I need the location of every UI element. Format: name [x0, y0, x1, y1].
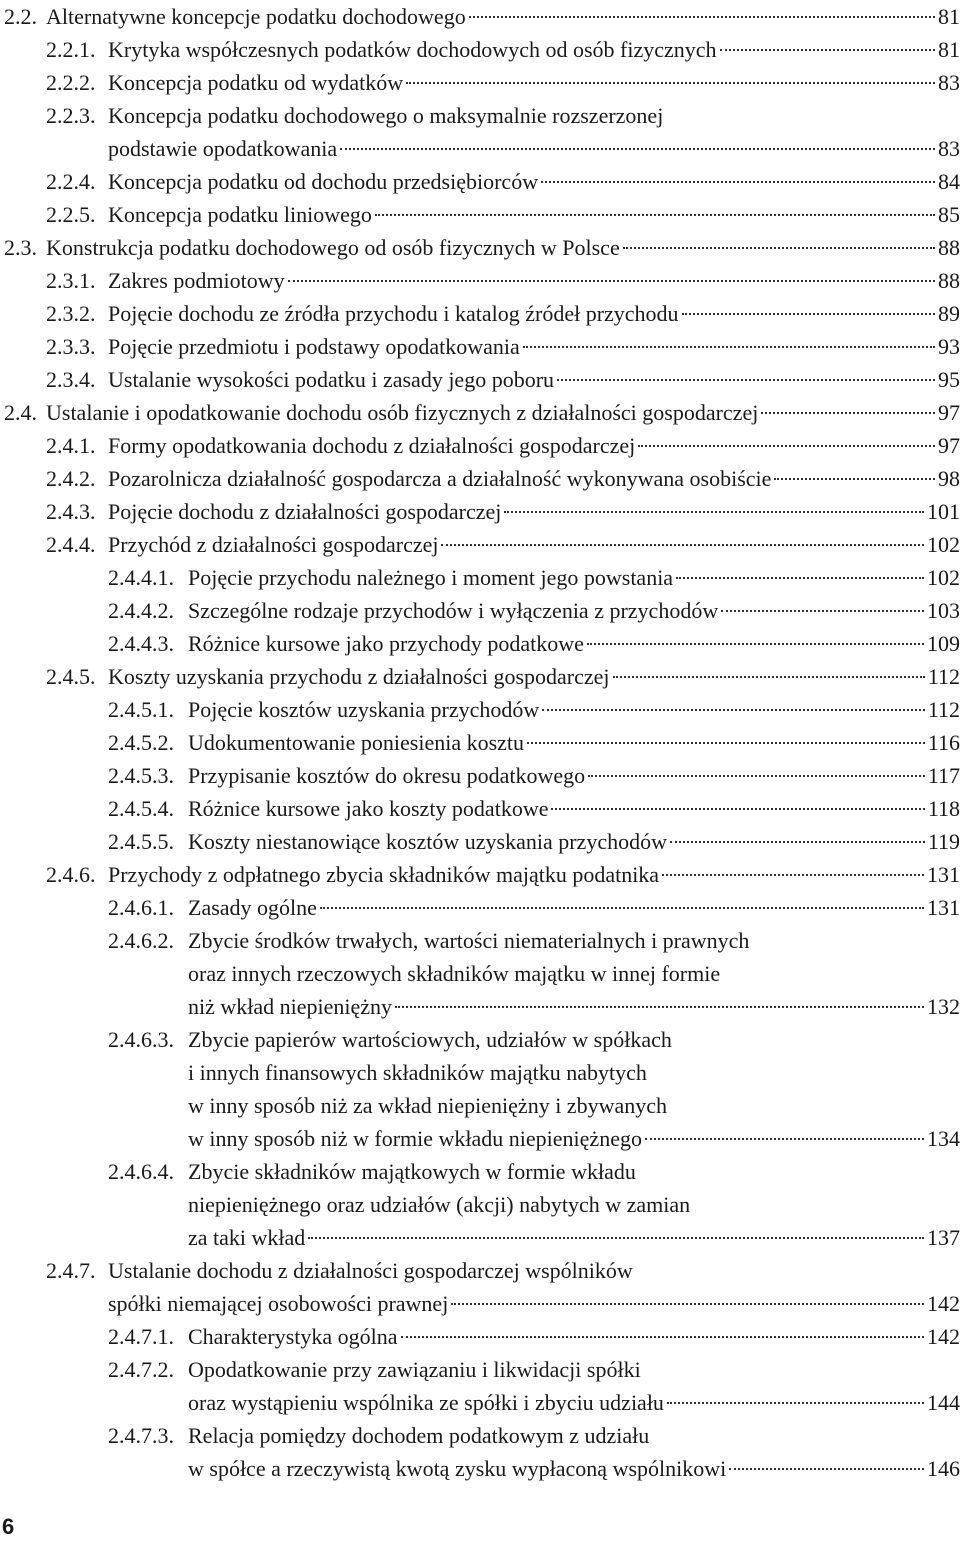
toc-entry-number: 2.4.7.1. [108, 1324, 174, 1349]
toc-line [0, 924, 960, 957]
toc-entry-title: Pozarolnicza działalność gospodarcza a działalność wykonywana osobiście [108, 466, 772, 491]
toc-line [0, 99, 960, 132]
toc-entry[interactable] [0, 891, 960, 924]
dot-leader [613, 676, 925, 678]
toc-entry-number: 2.4.5.2. [108, 730, 174, 755]
toc-entry-title: w inny sposób niż za wkład niepieniężny i zbywanych [188, 1093, 667, 1118]
dot-leader [308, 1237, 924, 1239]
toc-line [0, 1254, 960, 1287]
toc-entry[interactable] [0, 1155, 960, 1254]
dot-leader [761, 412, 935, 414]
toc-page-number: 101 [927, 499, 960, 524]
dot-leader [542, 709, 925, 711]
page-number: 6 [2, 1514, 15, 1539]
dot-leader [523, 346, 935, 348]
toc-entry-title: podstawie opodatkowania [108, 136, 338, 161]
toc-line [0, 858, 960, 891]
toc-entry-title: Różnice kursowe jako przychody podatkowe [188, 631, 584, 656]
toc-page-number: 142 [927, 1291, 960, 1316]
toc-entry-number: 2.3.4. [46, 367, 96, 392]
toc-entry-number: 2.3.1. [46, 268, 96, 293]
toc-entry[interactable] [0, 528, 960, 561]
toc-line [0, 1221, 960, 1254]
toc-entry[interactable] [0, 660, 960, 693]
toc-entry-title: Krytyka współczesnych podatków dochodowych od osób fizycznych [108, 37, 717, 62]
dot-leader [623, 247, 935, 249]
toc-entry-title: Zakres podmiotowy [108, 268, 285, 293]
toc-page-number: 144 [927, 1390, 960, 1415]
toc-entry[interactable] [0, 363, 960, 396]
toc-entry[interactable] [0, 1320, 960, 1353]
toc-entry-title: Koncepcja podatku liniowego [108, 202, 372, 227]
toc-entry[interactable] [0, 198, 960, 231]
toc-entry-number: 2.2.4. [46, 169, 96, 194]
toc-entry-title: Pojęcie dochodu ze źródła przychodu i katalog źródeł przychodu [108, 301, 679, 326]
toc-page-number: 134 [927, 1126, 960, 1151]
toc-entry-number: 2.4.1. [46, 433, 96, 458]
dot-leader [557, 379, 935, 381]
toc-entry-number: 2.4.4. [46, 532, 96, 557]
toc-line [0, 363, 960, 396]
toc-entry-number: 2.4.3. [46, 499, 96, 524]
toc-line [0, 561, 960, 594]
toc-entry-title: oraz wystąpieniu wspólnika ze spółki i zbyciu udziału [188, 1390, 664, 1415]
toc-entry-title: w spółce a rzeczywistą kwotą zysku wypłaconą wspólnikowi [188, 1456, 727, 1481]
toc-line [0, 297, 960, 330]
toc-entry-title: niż wkład niepieniężny [188, 994, 393, 1019]
toc-line [0, 462, 960, 495]
toc-entry-title: Przypisanie kosztów do okresu podatkowego [188, 763, 586, 788]
toc-entry-title: Charakterystyka ogólna [188, 1324, 398, 1349]
toc-page-number: 85 [938, 202, 960, 227]
dot-leader [670, 841, 925, 843]
toc-entry[interactable] [0, 0, 960, 33]
toc-entry-title: Koncepcja podatku od dochodu przedsiębiorców [108, 169, 539, 194]
toc-page-number: 117 [927, 763, 960, 788]
toc-line [0, 330, 960, 363]
dot-leader [645, 1138, 924, 1140]
toc-page-number: 81 [938, 37, 960, 62]
toc-line [0, 627, 960, 660]
toc-entry-title: Zasady ogólne [188, 895, 317, 920]
toc-page-number: 137 [927, 1225, 960, 1250]
toc-entry[interactable] [0, 759, 960, 792]
toc-line [0, 990, 960, 1023]
toc-entry-title: Pojęcie kosztów uzyskania przychodów [188, 697, 540, 722]
toc-entry-title: Pojęcie przedmiotu i podstawy opodatkowania [108, 334, 520, 359]
toc-entry-number: 2.4.5.5. [108, 829, 174, 854]
toc-line [0, 1023, 960, 1056]
toc-page-number: 109 [927, 631, 960, 656]
toc-line [0, 726, 960, 759]
toc-line [0, 231, 960, 264]
toc-entry[interactable] [0, 1419, 960, 1485]
toc-page-number: 131 [927, 895, 960, 920]
dot-leader [662, 874, 924, 876]
toc-entry[interactable] [0, 1254, 960, 1320]
dot-leader [441, 544, 924, 546]
toc-line [0, 1419, 960, 1452]
toc-entry-title: i innych finansowych składników majątku nabytych [188, 1060, 647, 1085]
toc-entry[interactable] [0, 396, 960, 429]
toc-entry[interactable] [0, 99, 960, 165]
toc-entry-title: Formy opodatkowania dochodu z działalności gospodarczej [108, 433, 636, 458]
dot-leader [729, 1468, 924, 1470]
toc-page-number: 142 [927, 1324, 960, 1349]
toc-entry-title: Udokumentowanie poniesienia kosztu [188, 730, 525, 755]
toc-entry-number: 2.2.2. [46, 70, 96, 95]
toc-page-number: 118 [927, 796, 960, 821]
toc-line [0, 1452, 960, 1485]
toc-line [0, 1386, 960, 1419]
toc-entry-title: za taki wkład [188, 1225, 306, 1250]
toc-line [0, 0, 960, 33]
toc-entry-title: Koncepcja podatku od wydatków [108, 70, 404, 95]
toc-entry-number: 2.4.5.4. [108, 796, 174, 821]
toc-page-number: 97 [938, 433, 960, 458]
dot-leader [676, 577, 924, 579]
toc-entry-title: Ustalanie wysokości podatku i zasady jego poboru [108, 367, 555, 392]
toc-entry[interactable] [0, 924, 960, 1023]
toc-line [0, 396, 960, 429]
toc-entry-title: Zbycie składników majątkowych w formie wkładu [188, 1159, 636, 1184]
toc-entry[interactable] [0, 858, 960, 891]
toc-entry-number: 2.4.4.1. [108, 565, 174, 590]
toc-entry-title: Zbycie środków trwałych, wartości niematerialnych i prawnych [188, 928, 750, 953]
toc-line [0, 1287, 960, 1320]
toc-entry-number: 2.3.2. [46, 301, 96, 326]
toc-page-number: 83 [938, 70, 960, 95]
toc-page-number: 84 [938, 169, 960, 194]
toc-page-number: 146 [927, 1456, 960, 1481]
toc-page-number: 95 [938, 367, 960, 392]
dot-leader [667, 1402, 924, 1404]
toc-line [0, 792, 960, 825]
toc-line [0, 198, 960, 231]
dot-leader [395, 1006, 924, 1008]
toc-line [0, 825, 960, 858]
dot-leader [720, 49, 935, 51]
toc-entry-title: Relacja pomiędzy dochodem podatkowym z udziału [188, 1423, 650, 1448]
toc-entry-title: Zbycie papierów wartościowych, udziałów w spółkach [188, 1027, 672, 1052]
toc-entry-number: 2.4.6.2. [108, 928, 174, 953]
toc-entry[interactable] [0, 1023, 960, 1155]
toc-page-number: 81 [938, 4, 960, 29]
toc-line [0, 1320, 960, 1353]
toc-line [0, 1122, 960, 1155]
dot-leader [451, 1303, 924, 1305]
toc-line [0, 495, 960, 528]
toc-entry-number: 2.4.4.2. [108, 598, 174, 623]
toc-entry-number: 2.4.7. [46, 1258, 96, 1283]
toc-entry-number: 2.4. [4, 400, 37, 425]
toc-line [0, 693, 960, 726]
toc-page-number: 102 [927, 532, 960, 557]
toc-page-number: 116 [927, 730, 960, 755]
toc-entry-title: oraz innych rzeczowych składników majątku w innej formie [188, 961, 721, 986]
toc-entry-number: 2.4.6.4. [108, 1159, 174, 1184]
toc-entry-title: Konstrukcja podatku dochodowego od osób fizycznych w Polsce [46, 235, 620, 260]
toc-entry[interactable] [0, 594, 960, 627]
toc-line [0, 264, 960, 297]
toc-page-number: 93 [938, 334, 960, 359]
toc-entry-title: Przychody z odpłatnego zbycia składników majątku podatnika [108, 862, 660, 887]
toc-line [0, 165, 960, 198]
toc-page-number: 119 [927, 829, 960, 854]
toc-entry[interactable] [0, 330, 960, 363]
toc-entry[interactable] [0, 726, 960, 759]
toc-entry-number: 2.4.2. [46, 466, 96, 491]
toc-entry[interactable] [0, 792, 960, 825]
toc-line [0, 528, 960, 561]
dot-leader [469, 16, 935, 18]
toc-entry-title: Pojęcie przychodu należnego i moment jego powstania [188, 565, 674, 590]
toc-line [0, 1155, 960, 1188]
toc-entry-number: 2.4.4.3. [108, 631, 174, 656]
toc-line [0, 1056, 960, 1089]
toc-page-number: 132 [927, 994, 960, 1019]
toc-line [0, 660, 960, 693]
toc-page-number: 88 [938, 268, 960, 293]
toc-entry-number: 2.2.3. [46, 103, 96, 128]
toc-entry-title: Przychód z działalności gospodarczej [108, 532, 439, 557]
toc-entry[interactable] [0, 165, 960, 198]
toc-entry-title: w inny sposób niż w formie wkładu niepieniężnego [188, 1126, 642, 1151]
dot-leader [288, 280, 935, 282]
toc-entry-title: Szczególne rodzaje przychodów i wyłączenia z przychodów [188, 598, 719, 623]
toc-page-number: 88 [938, 235, 960, 260]
dot-leader [682, 313, 935, 315]
toc-entry[interactable] [0, 462, 960, 495]
toc-entry-number: 2.4.5.1. [108, 697, 174, 722]
toc-entry-title: Opodatkowanie przy zawiązaniu i likwidacji spółki [188, 1357, 641, 1382]
toc-page-number: 112 [927, 697, 960, 722]
dot-leader [587, 643, 924, 645]
toc-entry-title: Pojęcie dochodu z działalności gospodarczej [108, 499, 502, 524]
toc-line [0, 1353, 960, 1386]
dot-leader [340, 148, 935, 150]
toc-entry-number: 2.3. [4, 235, 37, 260]
toc-entry-number: 2.2.1. [46, 37, 96, 62]
toc-entry-number: 2.4.5.3. [108, 763, 174, 788]
toc-entry[interactable] [0, 693, 960, 726]
toc-entry-number: 2.2. [4, 4, 37, 29]
toc-entry-number: 2.4.6. [46, 862, 96, 887]
toc-page-number: 131 [927, 862, 960, 887]
toc-entry-number: 2.2.5. [46, 202, 96, 227]
toc-page-number: 83 [938, 136, 960, 161]
dot-leader [774, 478, 935, 480]
dot-leader [541, 181, 935, 183]
toc-line [0, 66, 960, 99]
toc-entry-number: 2.4.7.2. [108, 1357, 174, 1382]
toc-entry[interactable] [0, 231, 960, 264]
toc-entry[interactable] [0, 627, 960, 660]
toc-page-number: 97 [938, 400, 960, 425]
toc-line [0, 1188, 960, 1221]
toc-entry[interactable] [0, 429, 960, 462]
dot-leader [551, 808, 924, 810]
dot-leader [527, 742, 925, 744]
toc-entry[interactable] [0, 33, 960, 66]
toc-entry-title: spółki niemającej osobowości prawnej [108, 1291, 449, 1316]
toc-entry-title: Ustalanie i opodatkowanie dochodu osób fizycznych z działalności gospodarczej [46, 400, 759, 425]
toc-entry-title: Różnice kursowe jako koszty podatkowe [188, 796, 549, 821]
toc-line [0, 132, 960, 165]
toc-line [0, 891, 960, 924]
toc-entry[interactable] [0, 66, 960, 99]
toc-line [0, 759, 960, 792]
toc-line [0, 429, 960, 462]
dot-leader [406, 82, 935, 84]
toc-line [0, 594, 960, 627]
toc-entry-number: 2.4.5. [46, 664, 96, 689]
toc-entry-number: 2.4.6.1. [108, 895, 174, 920]
toc-entry[interactable] [0, 495, 960, 528]
toc-entry-title: niepieniężnego oraz udziałów (akcji) nabytych w zamian [188, 1192, 691, 1217]
toc-entry-number: 2.4.6.3. [108, 1027, 174, 1052]
toc-page-number: 98 [938, 466, 960, 491]
toc-entry-number: 2.4.7.3. [108, 1423, 174, 1448]
toc-entry-title: Koszty uzyskania przychodu z działalności gospodarczej [108, 664, 610, 689]
toc-entry-number: 2.3.3. [46, 334, 96, 359]
dot-leader [504, 511, 924, 513]
toc-line [0, 1089, 960, 1122]
toc-entry[interactable] [0, 1353, 960, 1419]
toc-entry[interactable] [0, 561, 960, 594]
dot-leader [375, 214, 935, 216]
toc-line [0, 33, 960, 66]
toc-entry-title: Koszty niestanowiące kosztów uzyskania przychodów [188, 829, 667, 854]
toc-entry[interactable] [0, 264, 960, 297]
dot-leader [588, 775, 925, 777]
toc-entry[interactable] [0, 297, 960, 330]
toc-page-number: 103 [927, 598, 960, 623]
dot-leader [401, 1336, 924, 1338]
dot-leader [638, 445, 935, 447]
toc-entry-title: Koncepcja podatku dochodowego o maksymalnie rozszerzonej [108, 103, 664, 128]
toc-line [0, 957, 960, 990]
toc-entry-title: Alternatywne koncepcje podatku dochodowego [46, 4, 466, 29]
toc-page-number: 112 [927, 664, 960, 689]
toc-entry[interactable] [0, 825, 960, 858]
toc-page-number: 102 [927, 565, 960, 590]
toc-entry-title: Ustalanie dochodu z działalności gospodarczej wspólników [108, 1258, 633, 1283]
toc-page-number: 89 [938, 301, 960, 326]
dot-leader [721, 610, 924, 612]
dot-leader [320, 907, 924, 909]
